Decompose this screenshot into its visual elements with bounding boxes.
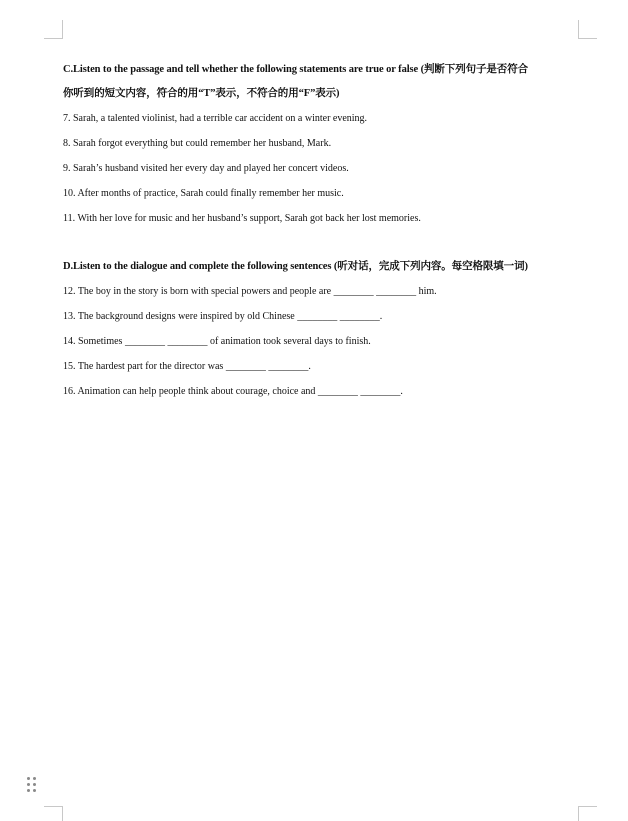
question-12: 12. The boy in the story is born with special powers and people are ________ ________ him.: [63, 286, 437, 297]
question-13: 13. The background designs were inspired by old Chinese ________ ________.: [63, 311, 383, 322]
question-14: 14. Sometimes ________ ________ of animation took several days to finish.: [63, 336, 371, 347]
page-corner-mark-bottom-right: [578, 806, 597, 821]
page-corner-mark-top-left: [44, 20, 63, 39]
section-c-heading-line1: C.Listen to the passage and tell whether the following statements are true or false (判断下列句子是否符合: [63, 64, 528, 75]
question-9: 9. Sarah’s husband visited her every day and played her concert videos.: [63, 163, 349, 174]
question-8: 8. Sarah forgot everything but could remember her husband, Mark.: [63, 138, 332, 149]
question-11: 11. With her love for music and her husband’s support, Sarah got back her lost memories.: [63, 213, 421, 224]
question-7: 7. Sarah, a talented violinist, had a terrible car accident on a winter evening.: [63, 113, 368, 124]
section-spacer: [63, 231, 583, 255]
page-corner-mark-top-right: [578, 20, 597, 39]
document-body[interactable]: [63, 58, 583, 404]
page-corner-mark-bottom-left: [44, 806, 63, 821]
question-16: 16. Animation can help people think about courage, choice and ________ ________.: [63, 386, 403, 397]
section-d-heading: D.Listen to the dialogue and complete the following sentences (听对话，完成下列内容。每空格限填一词): [63, 261, 528, 272]
section-c-heading-line2: 你听到的短文内容，符合的用“T”表示，不符合的用“F”表示): [63, 88, 340, 99]
question-10: 10. After months of practice, Sarah could finally remember her music.: [63, 188, 344, 199]
drag-handle-icon[interactable]: [27, 777, 37, 793]
question-15: 15. The hardest part for the director was ________ ________.: [63, 361, 311, 372]
